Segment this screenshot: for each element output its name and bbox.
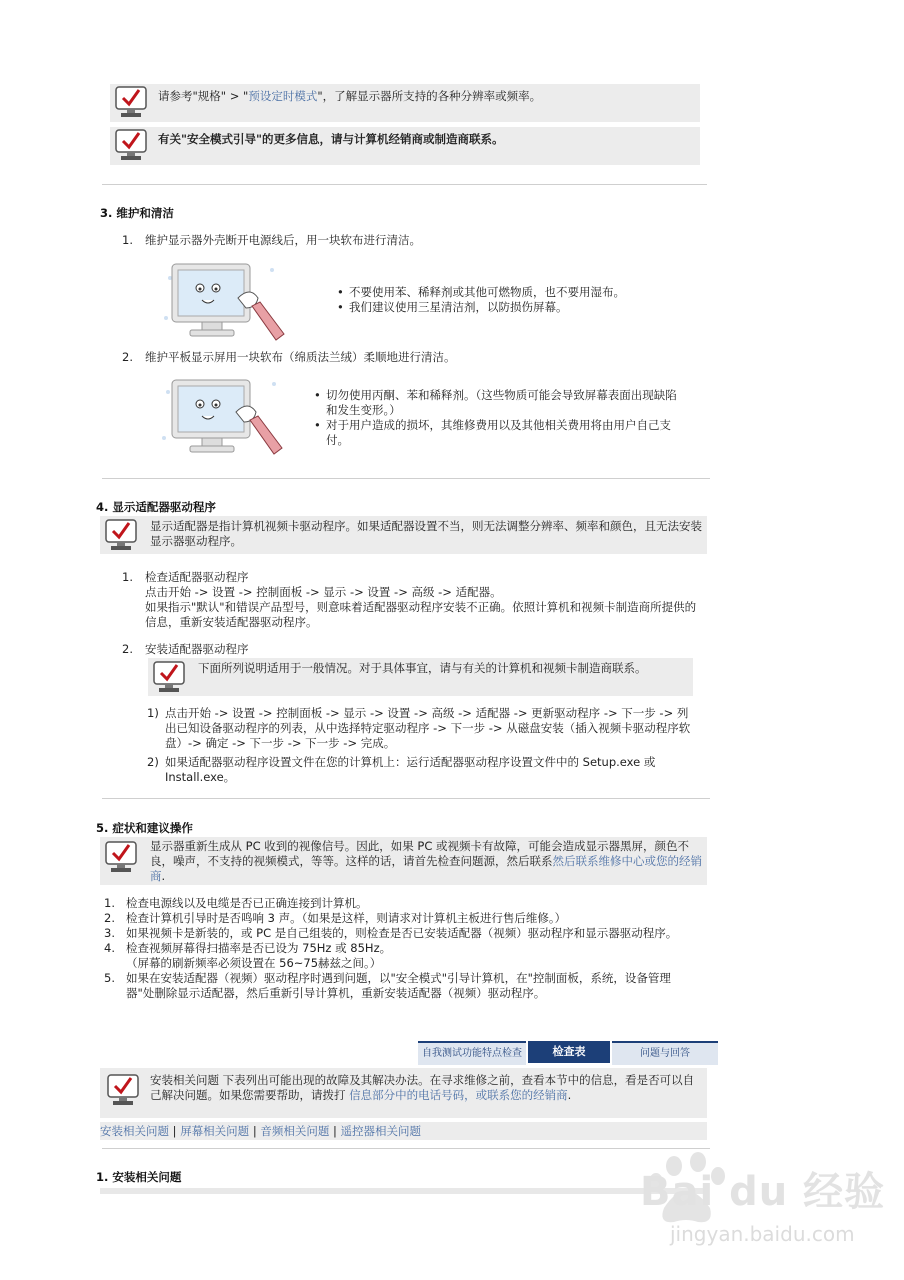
safe-mode-note-text: 有关"安全模式引导"的更多信息，请与计算机经销商或制造商联系。 [158,132,504,146]
list-item: • 切勿使用丙酮、苯和稀释剂。（这些物质可能会导致屏幕表面出现缺陷和发生变形。） [312,388,684,418]
link-audio-issues[interactable]: 音频相关问题 [260,1124,330,1138]
divider [102,478,710,479]
section-5-title: 5. 症状和建议操作 [96,821,193,835]
list-item-text: （屏幕的刷新频率必须设置在 56~75赫兹之间。） [126,956,382,970]
link-remote-issues[interactable]: 遥控器相关问题 [340,1124,422,1138]
install-issues-note [100,1068,707,1118]
list-item-text: 检查计算机引导时是否鸣响 3 声。（如果是这样，则请求对计算机主板进行售后维修。） [126,911,567,925]
divider [102,184,707,185]
item-number: 5. [104,971,115,985]
symptoms-list [104,896,694,1001]
sec4-step2-title: 安装适配器驱动程序 [145,642,249,656]
quick-links-bar: 安装相关问题 | 屏幕相关问题 | 音频相关问题 | 遥控器相关问题 [100,1122,707,1140]
link-install-issues[interactable]: 安装相关问题 [100,1124,169,1138]
item-number: 1. [122,570,133,584]
item-number: 4. [104,941,115,955]
check-note-icon [102,839,140,875]
sec3-item1-bullets [335,285,675,315]
spec-note-text: 请参考"规格" > "预设定时模式"，了解显示器所支持的各种分辨率或频率。 [158,89,542,103]
adapter-note-text: 显示适配器是指计算机视频卡驱动程序。如果适配器设置不当，则无法调整分辨率、频率和颜色，且无法安装显示器驱动程序。 [150,519,702,548]
adapter-note [100,516,707,554]
spec-note [110,84,700,122]
contact-link[interactable]: 信息部分中的电话号码，或联系您的经销商 [349,1088,568,1102]
check-note-icon [104,1072,142,1108]
section-3-title: 3. 维护和清洁 [100,206,174,220]
monitor-cleaning-illustration [160,258,290,344]
sec3-item2-bullets [312,388,684,448]
item-number: 2. [122,350,133,364]
watermark-brand: Bai du 经验 [640,1169,886,1215]
tab-qa[interactable]: 问题与回答 [612,1041,718,1065]
list-item-text: 检查视频屏幕得扫描率是否已设为 75Hz 或 85Hz。 [126,941,392,955]
safe-mode-note [110,127,700,165]
symptoms-note-text: 显示器重新生成从 PC 收到的视像信号。因此，如果 PC 或视频卡有故障，可能会造成显示器黑屏，颜色不良，噪声，不支持的视频模式，等等。这样的话，请首先检查问题源，然后联系然后联系维修中心或您的经销商. [150,839,702,883]
list-item: • 对于用户造成的损坏，其维修费用以及其他相关费用将由用户自己支付。 [312,418,684,448]
divider [102,798,710,799]
item-number: 1. [122,233,133,247]
install-issues-text: 安装相关问题 下表列出可能出现的故障及其解决办法。在寻求维修之前，查看本节中的信息，看是否可以自己解决问题。如果您需要帮助，请拨打 信息部分中的电话号码，或联系您的经销商. [150,1073,695,1102]
check-note-icon [112,127,150,163]
list-item [104,896,694,911]
item-number: 3. [104,926,115,940]
item-number: 1. [104,896,115,910]
sec4-sub2: 如果适配器驱动程序设置文件在您的计算机上：运行适配器驱动程序设置文件中的 Setup.exe 或 Install.exe。 [165,755,656,784]
symptoms-note [100,837,707,885]
list-item: • 不要使用苯、稀释剂或其他可燃物质，也不要用湿布。 [335,285,675,300]
check-note-icon [102,517,140,553]
sec4-sub1: 点击开始 -> 设置 -> 控制面板 -> 显示 -> 设置 -> 高级 -> 适配器 -> 更新驱动程序 -> 下一步 -> 列出已知设备驱动程序的列表，从中选择特定驱动程序 -> 下一步 -> 从磁盘安装（插入视频卡驱动程序软盘）-> 确定 -> 下一步 -> 下一步 -> 完成。 [165,706,691,750]
sub-number: 1) [147,706,159,720]
list-item [104,956,694,971]
section-4-title: 4. 显示适配器驱动程序 [96,500,216,514]
check-note-icon [150,659,188,695]
table-header-strip [100,1188,707,1194]
item-number: 2. [104,911,115,925]
preset-timing-link[interactable]: 预设定时模式 [248,89,318,103]
sec3-item2: 维护平板显示屏用一块软布（绵质法兰绒）柔顺地进行清洁。 [145,350,456,364]
service-center-link[interactable]: 然后联系维修中心或您的经销商 [150,854,702,883]
list-item: • 我们建议使用三星清洁剂，以防损伤屏幕。 [335,300,675,315]
list-item [104,926,694,941]
watermark-url: jingyan.baidu.com [670,1222,855,1246]
divider [102,1148,710,1149]
sub-number: 2) [147,755,159,769]
list-item-text: 如果视频卡是新装的，或 PC 是自己组装的，则检查是否已安装适配器（视频）驱动程序和显示器驱动程序。 [126,926,678,940]
list-item-text: 检查电源线以及电缆是否已正确连接到计算机。 [126,896,368,910]
list-item [104,941,694,956]
tab-checklist[interactable]: 检查表 [528,1041,610,1063]
check-note-icon [112,84,150,120]
generic-instructions-note [148,658,693,696]
flat-panel-cleaning-illustration [160,374,290,460]
list-item [104,911,694,926]
item-number: 2. [122,642,133,656]
tab-self-test[interactable]: 自我测试功能特点检查 [418,1041,526,1065]
install-issues-title: 1. 安装相关问题 [96,1170,182,1184]
sec4-step1: 检查适配器驱动程序 点击开始 -> 设置 -> 控制面板 -> 显示 -> 设置 -> 高级 -> 适配器。 如果指示"默认"和错误产品型号，则意味着适配器驱动程序安装不正确。依照计算机和视频卡制造商所提供的信息，重新安装适配器驱动程序。 [145,570,697,629]
list-item-text: 如果在安装适配器（视频）驱动程序时遇到问题，以"安全模式"引导计算机，在"控制面板，系统，设备管理器"处删除显示适配器，然后重新引导计算机，重新安装适配器（视频）驱动程序。 [126,971,671,1000]
generic-instructions-text: 下面所列说明适用于一般情况。对于具体事宜，请与有关的计算机和视频卡制造商联系。 [198,661,647,675]
list-item [104,971,694,1001]
link-screen-issues[interactable]: 屏幕相关问题 [180,1124,250,1138]
tab-bar [418,1041,718,1063]
sec3-item1: 维护显示器外壳断开电源线后，用一块软布进行清洁。 [145,233,421,247]
